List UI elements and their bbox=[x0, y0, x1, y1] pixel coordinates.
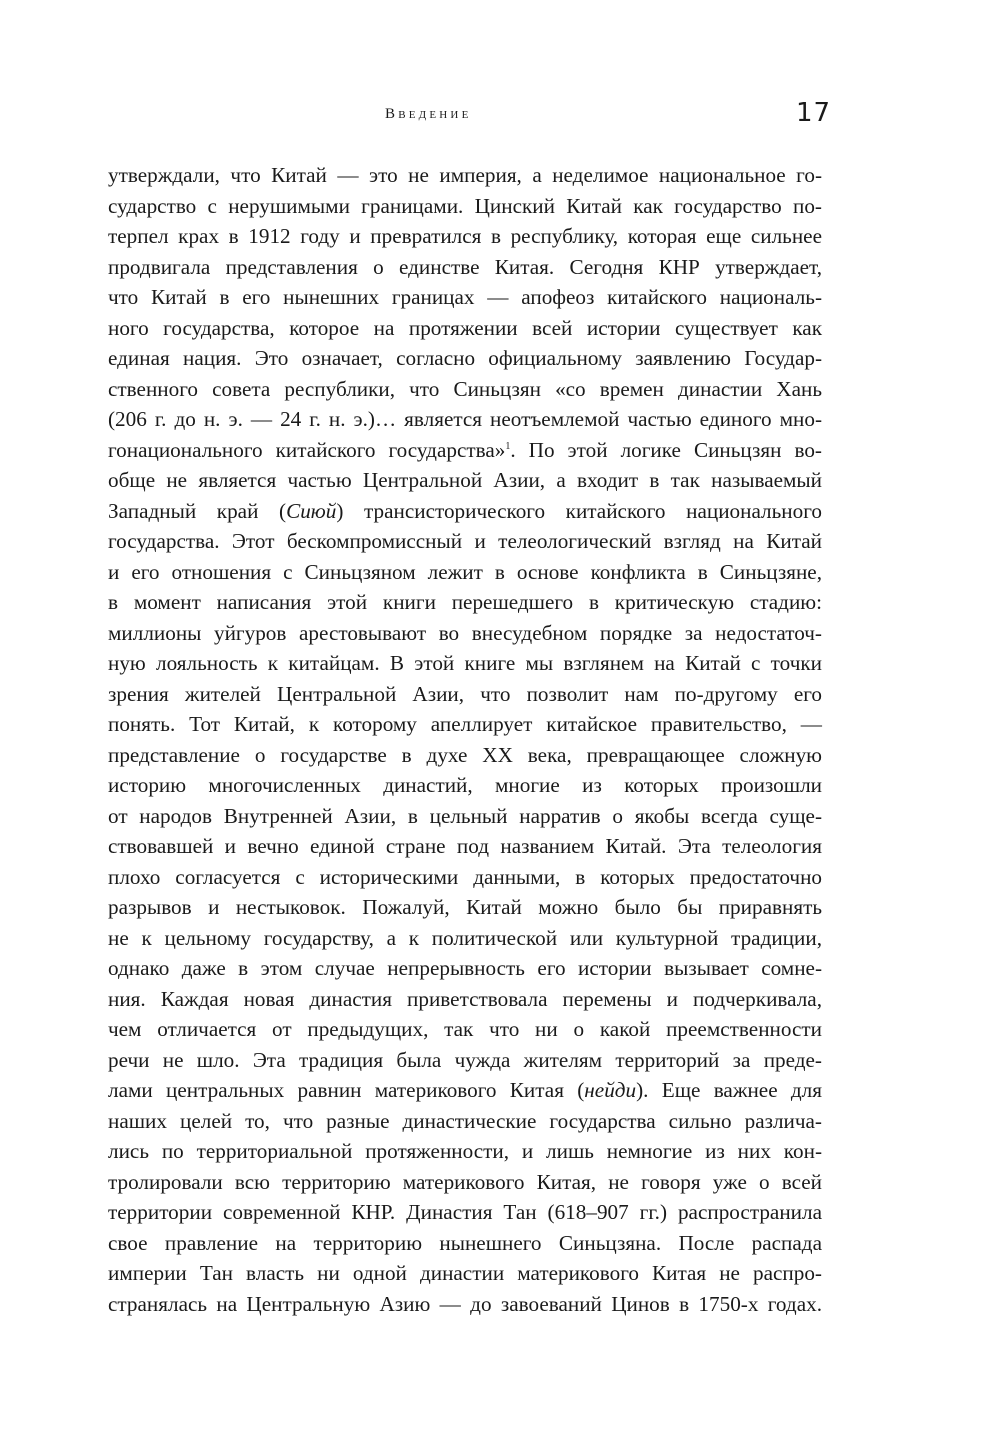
text-line: разрывов и нестыковок. Пожалуй, Китай можно было бы приравнять bbox=[108, 895, 822, 919]
text-line: обще не является частью Центральной Азии, а входит в так называемый bbox=[108, 468, 822, 492]
text-line: от народов Внутренней Азии, в цельный нарратив о якобы всегда суще- bbox=[108, 803, 822, 828]
text-line: зрения жителей Центральной Азии, что позволит нам по-другому его bbox=[108, 681, 822, 706]
text-line: однако даже в этом случае непрерывность его истории вызывает сомне- bbox=[108, 956, 822, 980]
text-fragment: . По этой логике Синьцзян во- bbox=[510, 437, 822, 462]
text-line: ствовавшей и вечно единой стране под названием Китай. Эта телеология bbox=[108, 834, 822, 858]
text-line: не к цельному государству, а к политической или культурной традиции, bbox=[108, 925, 822, 950]
text-fragment: лами центральных равнин материкового Китая ( bbox=[108, 1078, 585, 1102]
text-line: империи Тан власть ни одной династии материкового Китая не распро- bbox=[108, 1261, 822, 1285]
text-line: речи не шло. Эта традиция была чужда жителям территорий за преде- bbox=[108, 1047, 822, 1072]
text-line: историю многочисленных династий, многие из которых произошли bbox=[108, 773, 822, 797]
text-line: миллионы уйгуров арестовывают во внесудебном порядке за недостаточ- bbox=[108, 620, 822, 645]
text-fragment: ). Еще важнее для bbox=[636, 1078, 822, 1102]
text-line: что Китай в его нынешних границах — апофеоз китайского националь- bbox=[108, 285, 822, 309]
text-line: тролировали всю территорию материкового Китая, не говоря уже о всей bbox=[108, 1169, 822, 1194]
text-line: государства. Этот бескомпромиссный и телеологический взгляд на Китай bbox=[108, 529, 822, 553]
italic-term: нейди bbox=[584, 1078, 637, 1102]
text-line: наших целей то, что разные династические государства сильно различа- bbox=[108, 1108, 822, 1133]
text-line: свое правление на территорию нынешнего Синьцзяна. После распада bbox=[108, 1230, 822, 1255]
text-line: в момент написания этой книги перешедшего в критическую стадию: bbox=[108, 590, 822, 614]
text-line: территории современной КНР. Династия Тан (618–907 гг.) распространила bbox=[108, 1200, 822, 1224]
text-line: чем отличается от предыдущих, так что ни о какой преемственности bbox=[108, 1017, 822, 1041]
text-line-with-term bbox=[108, 1075, 822, 1106]
text-line: единая нация. Это означает, согласно официальному заявлению Государ- bbox=[108, 346, 822, 370]
text-line: странялась на Центральную Азию — до завоеваний Цинов в 1750-х годах. bbox=[108, 1291, 822, 1316]
italic-term: Сиюй bbox=[286, 498, 337, 523]
text-line: (206 г. до н. э. — 24 г. н. э.)… является неотъемлемой частью единого мно- bbox=[108, 407, 822, 431]
text-line: продвигала представления о единстве Китая. Сегодня КНР утверждает, bbox=[108, 254, 822, 279]
text-line: утверждали, что Китай — это не империя, а неделимое национальное го- bbox=[108, 163, 822, 187]
text-fragment: гонационального китайского государства» bbox=[108, 437, 506, 462]
text-line: представление о государстве в духе XX века, превращающее сложную bbox=[108, 742, 822, 767]
body-text bbox=[108, 160, 822, 1319]
section-title: Введение bbox=[385, 106, 472, 122]
text-fragment: Западный край ( bbox=[108, 498, 287, 523]
text-line-with-term bbox=[108, 496, 822, 527]
text-line: ного государства, которое на протяжении всей истории существует как bbox=[108, 315, 822, 340]
text-line-with-footnote bbox=[108, 435, 822, 466]
text-line: лись по территориальной протяженности, и лишь немногие из них кон- bbox=[108, 1139, 822, 1163]
text-line: и его отношения с Синьцзяном лежит в основе конфликта в Синьцзяне, bbox=[108, 559, 822, 584]
text-line: сударство с нерушимыми границами. Цинский Китай как государство по- bbox=[108, 193, 822, 218]
text-line: ния. Каждая новая династия приветствовала перемены и подчеркивала, bbox=[108, 986, 822, 1011]
page-number: 17 bbox=[796, 98, 832, 128]
text-fragment: ) трансисторического китайского национального bbox=[336, 498, 822, 523]
text-line: плохо согласуется с историческими данными, в которых предостаточно bbox=[108, 864, 822, 889]
text-line: ную лояльность к китайцам. В этой книге мы взглянем на Китай с точки bbox=[108, 651, 822, 675]
text-line: понять. Тот Китай, к которому апеллирует китайское правительство, — bbox=[108, 712, 822, 736]
text-line: ственного совета республики, что Синьцзян «со времен династии Хань bbox=[108, 376, 822, 401]
text-line: терпел крах в 1912 году и превратился в республику, которая еще сильнее bbox=[108, 224, 822, 248]
running-head bbox=[0, 98, 992, 138]
footnote-marker[interactable]: 1 bbox=[505, 440, 511, 452]
